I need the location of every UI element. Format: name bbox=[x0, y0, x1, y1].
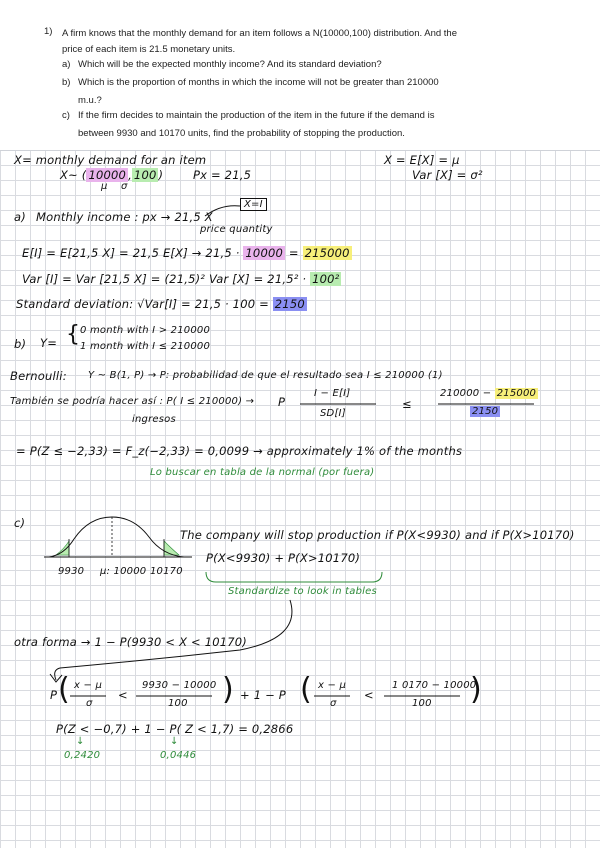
question-a-text: Which will be the expected monthly income? And its standard deviation? bbox=[78, 59, 382, 70]
frac-a-num: 9930 − 10000 bbox=[142, 680, 217, 691]
value-2: 0,0446 bbox=[160, 750, 197, 761]
axis-mid: μ: 10000 bbox=[100, 566, 147, 577]
bernoulli-label: Bernoulli: bbox=[10, 369, 67, 383]
fraction-bar-1 bbox=[300, 402, 380, 406]
question-c-text-2: between 9930 and 10170 units, find the probability of stopping the production. bbox=[78, 128, 405, 139]
variance-line: Var [I] = Var [21,5 X] = (21,5)² Var [X] = 21,5² · 100² bbox=[22, 272, 340, 286]
question-c bbox=[62, 110, 434, 121]
frac-b-den: 100 bbox=[412, 698, 432, 709]
down-arrow-2-icon: ↓ bbox=[170, 736, 179, 747]
final-line: P(Z < −0,7) + 1 − P( Z < 1,7) = 0,2866 bbox=[56, 722, 294, 736]
down-arrow-1-icon: ↓ bbox=[76, 736, 85, 747]
stop-line-1: The company will stop production if P(X<9930) and if P(X>10170) bbox=[180, 528, 575, 542]
less-than-2: < bbox=[364, 688, 374, 702]
question-b-text-1: Which is the proportion of months in which the income will not be greater than 210000 bbox=[78, 77, 439, 88]
part-b-label: b) bbox=[14, 337, 27, 351]
frac-a-den: 100 bbox=[168, 698, 188, 709]
question-c-label: c) bbox=[62, 110, 70, 121]
distribution: X~ ( 10000 , 100 ) bbox=[60, 168, 164, 182]
frac2-num: 210000 − 215000 bbox=[440, 388, 537, 399]
y-case-1: 1 month with I ≤ 210000 bbox=[80, 341, 211, 352]
expected-income-result: 215000 bbox=[304, 246, 350, 260]
p-frac-den: SD[I] bbox=[320, 408, 346, 419]
frac-xmu-den-1: σ bbox=[86, 698, 93, 709]
question-b bbox=[62, 77, 439, 88]
less-than-1: < bbox=[118, 688, 128, 702]
part-a-label: a) bbox=[14, 210, 26, 224]
statement-line-2: price of each item is 21.5 monetary units. bbox=[62, 44, 236, 55]
paren-open-2: ( bbox=[300, 672, 312, 707]
expectation-line: E[I] = E[21,5 X] = 21,5 E[X] → 21,5 · 10000 = 215000 bbox=[22, 246, 350, 260]
paren-close-1: ) bbox=[222, 672, 234, 707]
expectation-def: X = E[X] = μ bbox=[384, 153, 460, 167]
question-a bbox=[62, 59, 382, 70]
plus-one-minus-p: + 1 − P bbox=[240, 688, 286, 702]
question-a-label: a) bbox=[62, 59, 71, 70]
buscar-note: Lo buscar en tabla de la normal (por fuera) bbox=[150, 467, 375, 478]
price-def: Px = 21,5 bbox=[193, 168, 252, 182]
bernoulli-expr: Y ~ B(1, P) → P: probabilidad de que el resultado sea I ≤ 210000 (1) bbox=[88, 370, 443, 381]
frac-xmu-num-1: x − μ bbox=[74, 680, 103, 691]
frac-xmu-den-2: σ bbox=[330, 698, 337, 709]
frac2-den: 2150 bbox=[472, 406, 499, 417]
axis-left: 9930 bbox=[58, 566, 85, 577]
monthly-income: Monthly income : px → 21,5 X bbox=[36, 210, 213, 224]
value-1: 0,2420 bbox=[64, 750, 101, 761]
p-frac-num: I − E[I] bbox=[314, 388, 351, 399]
brace-icon: { bbox=[66, 322, 81, 347]
question-c-text-1: If the firm decides to maintain the production of the item in the future if the demand is bbox=[78, 110, 435, 121]
x-equals-i-box: X=I bbox=[240, 198, 267, 211]
ingresos-note: ingresos bbox=[132, 414, 176, 425]
otra-forma: otra forma → 1 − P(9930 < X < 10170) bbox=[14, 635, 247, 649]
sigma-symbol: σ bbox=[121, 181, 128, 192]
mu-highlight: 10000 bbox=[88, 168, 127, 182]
y-def: Y= bbox=[40, 336, 58, 350]
underline-bracket bbox=[204, 570, 384, 586]
problem-number: 1) bbox=[44, 26, 53, 37]
paren-close-2: ) bbox=[470, 672, 482, 707]
variance-def: Var [X] = σ² bbox=[412, 168, 483, 182]
axis-right: 10170 bbox=[150, 566, 183, 577]
p-symbol-1: P bbox=[50, 688, 58, 702]
frac-b-num: 1 0170 − 10000 bbox=[392, 680, 477, 691]
problem-statement bbox=[0, 0, 600, 151]
paren-open-1: ( bbox=[58, 672, 70, 707]
pointer-arrow-icon bbox=[203, 200, 243, 218]
std-dev-result: 2150 bbox=[274, 297, 305, 311]
stop-line-2: P(X<9930) + P(X>10170) bbox=[206, 551, 361, 565]
question-b-label: b) bbox=[62, 77, 71, 88]
frac-xmu-num-2: x − μ bbox=[318, 680, 347, 691]
part-c-label: c) bbox=[14, 516, 26, 530]
mu-symbol: μ bbox=[101, 181, 108, 192]
std-dev-line: Standard deviation: √Var[I] = 21,5 · 100 = 2150 bbox=[16, 297, 305, 311]
price-quantity-note: price quantity bbox=[200, 224, 273, 235]
standardize-note: Standardize to look in tables bbox=[228, 586, 377, 597]
tambien-line: También se podría hacer así : P( I ≤ 210000) → bbox=[10, 396, 255, 407]
question-b-text-2: m.u.? bbox=[78, 95, 102, 106]
less-equal-1: ≤ bbox=[402, 397, 412, 411]
sigma-highlight: 100 bbox=[133, 168, 157, 182]
phi-line: = P(Z ≤ −2,33) = F_z(−2,33) = 0,0099 → approximately 1% of the months bbox=[16, 444, 463, 458]
y-case-0: 0 month with I > 210000 bbox=[80, 325, 211, 336]
def-x: X= monthly demand for an item bbox=[14, 153, 207, 167]
statement-line-1: A firm knows that the monthly demand for an item follows a N(10000,100) distribution. And the bbox=[62, 28, 457, 39]
p-prefix: P bbox=[278, 395, 286, 409]
